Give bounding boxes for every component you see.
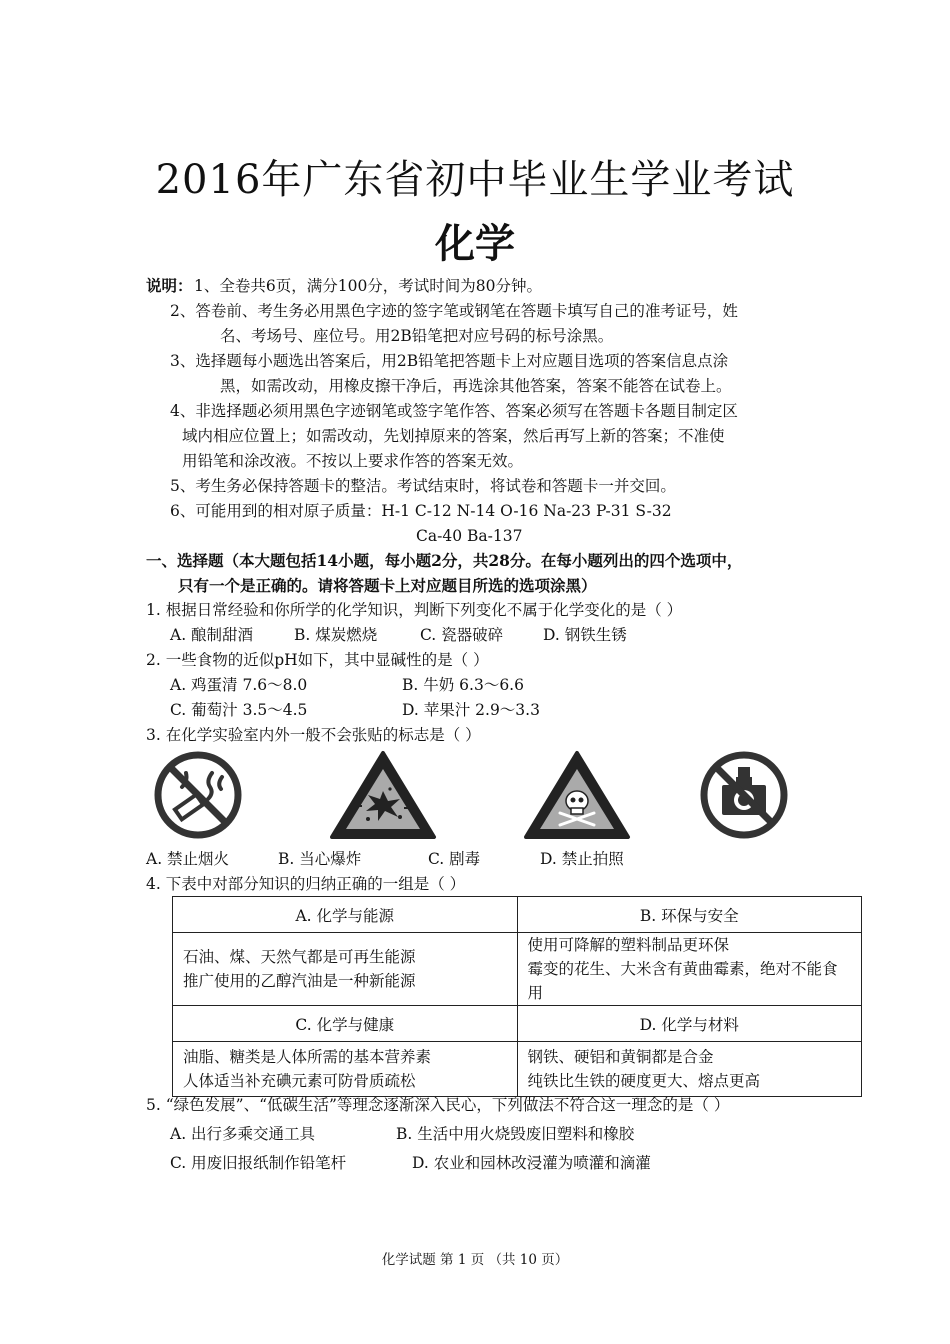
table-cell-a	[173, 933, 518, 1006]
table-header-b: B. 环保与安全	[517, 897, 862, 933]
question-5-stem: 5. “绿色发展”、“低碳生活”等理念逐渐深入民心，下列做法不符合这一理念的是（ ）	[146, 1096, 730, 1114]
instruction-item: 3、选择题每小题选出答案后，用2B铅笔把答题卡上对应题目选项的答案信息点涂	[170, 352, 729, 370]
instruction-item: 6、可能用到的相对原子质量：H-1 C-12 N-14 O-16 Na-23 P-31 S-32	[170, 502, 672, 520]
q2-option-b: B. 牛奶 6.3～6.6	[402, 676, 524, 694]
q2-option-a: A. 鸡蛋清 7.6～8.0	[170, 676, 308, 694]
page-title: 2016年广东省初中毕业生学业考试	[155, 157, 795, 203]
table-header-d: D. 化学与材料	[517, 1006, 862, 1042]
q5-option-b: B. 生活中用火烧毁废旧塑料和橡胶	[396, 1125, 635, 1143]
section-heading: 一、选择题（本大题包括14小题，每小题2分，共28分。在每小题列出的四个选项中，	[146, 551, 743, 570]
q5-option-d: D. 农业和园林改浸灌为喷灌和滴灌	[412, 1154, 651, 1172]
instruction-item: 黑，如需改动，用橡皮擦干净后，再选涂其他答案，答案不能答在试卷上。	[220, 377, 732, 395]
table-cell-c	[173, 1042, 518, 1097]
table-cell-line: 使用可降解的塑料制品更环保	[527, 936, 730, 954]
instruction-item: 1、全卷共6页，满分100分，考试时间为80分钟。	[194, 277, 543, 295]
question-4-stem: 4. 下表中对部分知识的归纳正确的一组是（ ）	[146, 875, 466, 893]
subject-title: 化学	[435, 220, 515, 267]
table-cell-line: 人体适当补充碘元素可防骨质疏松	[183, 1072, 416, 1090]
q1-option-c: C. 瓷器破碎	[420, 626, 504, 644]
instruction-item: 域内相应位置上；如需改动，先划掉原来的答案，然后再写上新的答案；不准使	[182, 427, 725, 445]
table-cell-d	[517, 1042, 862, 1097]
table-cell-line: 油脂、糖类是人体所需的基本营养素	[183, 1048, 432, 1066]
no-photography-sign-icon	[698, 749, 790, 841]
table-header-a: A. 化学与能源	[173, 897, 518, 933]
instruction-item: 2、答卷前、考生务必用黑色字迹的签字笔或钢笔在答题卡填写自己的准考证号，姓	[170, 302, 738, 320]
q5-option-c: C. 用废旧报纸制作铅笔杆	[170, 1154, 347, 1172]
q3-option-c: C. 剧毒	[428, 850, 481, 868]
q1-option-d: D. 钢铁生锈	[543, 626, 627, 644]
explosive-warning-sign-icon	[328, 749, 438, 841]
instruction-item: 名、考场号、座位号。用2B铅笔把对应号码的标号涂黑。	[220, 327, 614, 345]
q2-option-d: D. 苹果汁 2.9～3.3	[402, 701, 540, 719]
table-cell-line: 石油、煤、天然气都是可再生能源	[183, 948, 416, 966]
question-1-stem: 1. 根据日常经验和你所学的化学知识，判断下列变化不属于化学变化的是（ ）	[146, 601, 683, 619]
q1-option-b: B. 煤炭燃烧	[294, 626, 378, 644]
q2-option-c: C. 葡萄汁 3.5～4.5	[170, 701, 308, 719]
table-cell-line: 推广使用的乙醇汽油是一种新能源	[183, 972, 416, 990]
instruction-item: Ca-40 Ba-137	[416, 527, 523, 545]
question-3-stem: 3. 在化学实验室内外一般不会张贴的标志是（ ）	[146, 726, 481, 744]
q3-option-a: A. 禁止烟火	[146, 850, 230, 868]
toxic-warning-sign-icon	[522, 749, 632, 841]
table-cell-line: 钢铁、硬铝和黄铜都是合金	[527, 1048, 714, 1066]
instruction-item: 5、考生务必保持答题卡的整洁。考试结束时，将试卷和答题卡一并交回。	[170, 477, 676, 495]
instruction-item: 4、非选择题必须用黑色字迹钢笔或签字笔作答、答案必须写在答题卡各题目制定区	[170, 402, 738, 420]
table-header-c: C. 化学与健康	[173, 1006, 518, 1042]
instructions-label: 说明：	[146, 276, 193, 295]
q3-option-d: D. 禁止拍照	[540, 850, 624, 868]
table-cell-line: 霉变的花生、大米含有黄曲霉素，绝对不能食用	[527, 960, 838, 1002]
q5-option-a: A. 出行多乘交通工具	[170, 1125, 316, 1143]
q1-option-a: A. 酿制甜酒	[170, 626, 254, 644]
table-cell-line: 纯铁比生铁的硬度更大、熔点更高	[527, 1072, 761, 1090]
question-2-stem: 2. 一些食物的近似pH如下，其中显碱性的是（ ）	[146, 651, 489, 669]
table-cell-b	[517, 933, 862, 1006]
page-footer: 化学试题 第 1 页 （共 10 页）	[381, 1252, 569, 1268]
section-heading: 只有一个是正确的。请将答题卡上对应题目所选的选项涂黑）	[178, 576, 597, 595]
knowledge-table	[172, 896, 862, 1097]
q3-option-b: B. 当心爆炸	[278, 850, 362, 868]
no-smoking-sign-icon	[152, 749, 244, 841]
instruction-item: 用铅笔和涂改液。不按以上要求作答的答案无效。	[182, 452, 524, 470]
